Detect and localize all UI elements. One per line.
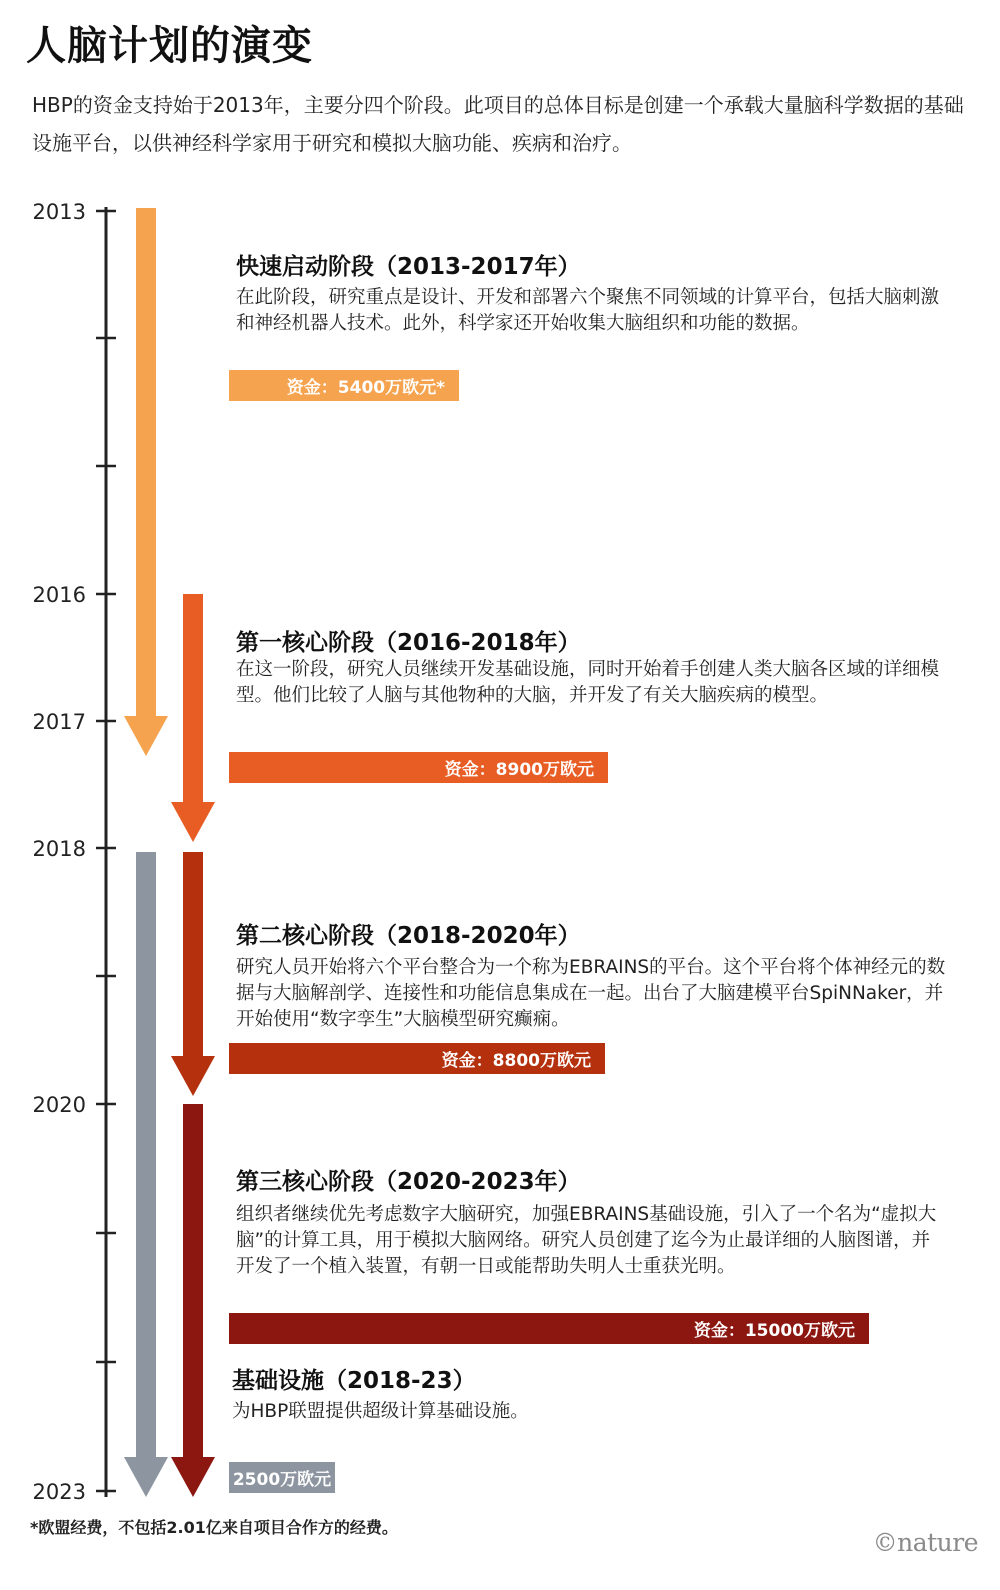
arrow-sga2-head [171, 1056, 215, 1096]
infrastructure-title: 基础设施（2018-23） [232, 1368, 476, 1394]
funding-bar-sga1 [229, 752, 608, 783]
year-label: 2016 [32, 583, 86, 607]
year-label: 2013 [32, 200, 86, 224]
funding-bar-sga2 [229, 1043, 605, 1074]
infrastructure-desc: 为HBP联盟提供超级计算基础设施。 [232, 1401, 529, 1422]
year-label: 2023 [32, 1480, 86, 1504]
funding-bar-infrastructure [229, 1462, 335, 1493]
year-label: 2017 [32, 710, 86, 734]
funding-label-ramp-up: 资金：5400万欧元* [286, 378, 445, 398]
arrow-infrastructure-head [124, 1457, 168, 1497]
arrow-sga3 [171, 1104, 215, 1497]
arrow-sga1-head [171, 802, 215, 842]
arrow-sga2 [171, 852, 215, 1096]
funding-label-infrastructure: 2500万欧元 [232, 1470, 332, 1490]
arrow-infrastructure-shaft [136, 852, 156, 1457]
phase-desc-sga2: 研究人员开始将六个平台整合为一个称为EBRAINS的平台。这个平台将个体神经元的数据与大脑解剖学、连接性和功能信息集成在一起。出台了大脑建模平台SpiNNaker，并开始使用“数字孪生”大脑模型研究癫痫。 [236, 957, 946, 1030]
phase-title-ramp-up: 快速启动阶段（2013-2017年） [236, 254, 581, 280]
arrow-sga3-head [171, 1457, 215, 1497]
year-label: 2018 [32, 837, 86, 861]
phase-title-sga1: 第一核心阶段（2016-2018年） [236, 630, 581, 656]
arrow-sga3-shaft [183, 1104, 203, 1457]
phase-title-sga3: 第三核心阶段（2020-2023年） [236, 1169, 581, 1195]
arrow-infrastructure [124, 852, 168, 1497]
arrow-sga1 [171, 594, 215, 842]
arrow-ramp-up [124, 208, 168, 756]
timeline-axis [33, 200, 116, 1504]
intro-paragraph: HBP的资金支持始于2013年，主要分四个阶段。此项目的总体目标是创建一个承载大量脑科学数据的基础设施平台，以供神经科学家用于研究和模拟大脑功能、疾病和治疗。 [32, 93, 964, 155]
arrow-sga2-shaft [183, 852, 203, 1056]
funding-label-sga1: 资金：8900万欧元 [444, 760, 594, 780]
funding-label-sga3: 资金：15000万欧元 [693, 1321, 855, 1341]
phase-desc-sga3: 组织者继续优先考虑数字大脑研究，加强EBRAINS基础设施，引入了一个名为“虚拟大脑”的计算工具，用于模拟大脑网络。研究人员创建了迄今为止最详细的人脑图谱，并开发了一个植入装置，有朝一日或能帮助失明人士重获光明。 [236, 1204, 937, 1277]
phase-arrows [124, 208, 215, 1497]
phase-desc-ramp-up: 在此阶段，研究重点是设计、开发和部署六个聚焦不同领域的计算平台，包括大脑刺激和神经机器人技术。此外，科学家还开始收集大脑组织和功能的数据。 [236, 287, 940, 334]
arrow-sga1-shaft [183, 594, 203, 802]
funding-bar-ramp-up [229, 370, 459, 401]
nature-logo: ©nature [872, 1528, 978, 1557]
funding-label-sga2: 资金：8800万欧元 [441, 1051, 591, 1071]
year-label: 2020 [32, 1093, 86, 1117]
arrow-ramp-up-head [124, 716, 168, 756]
phase-desc-sga1: 在这一阶段，研究人员继续开发基础设施，同时开始着手创建人类大脑各区域的详细模型。他们比较了人脑与其他物种的大脑，并开发了有关大脑疾病的模型。 [236, 659, 940, 706]
funding-bar-sga3 [229, 1313, 869, 1344]
page-title: 人脑计划的演变 [26, 23, 313, 69]
arrow-ramp-up-shaft [136, 208, 156, 716]
footnote: *欧盟经费，不包括2.01亿来自项目合作方的经费。 [30, 1518, 398, 1537]
phase-title-sga2: 第二核心阶段（2018-2020年） [236, 923, 581, 949]
